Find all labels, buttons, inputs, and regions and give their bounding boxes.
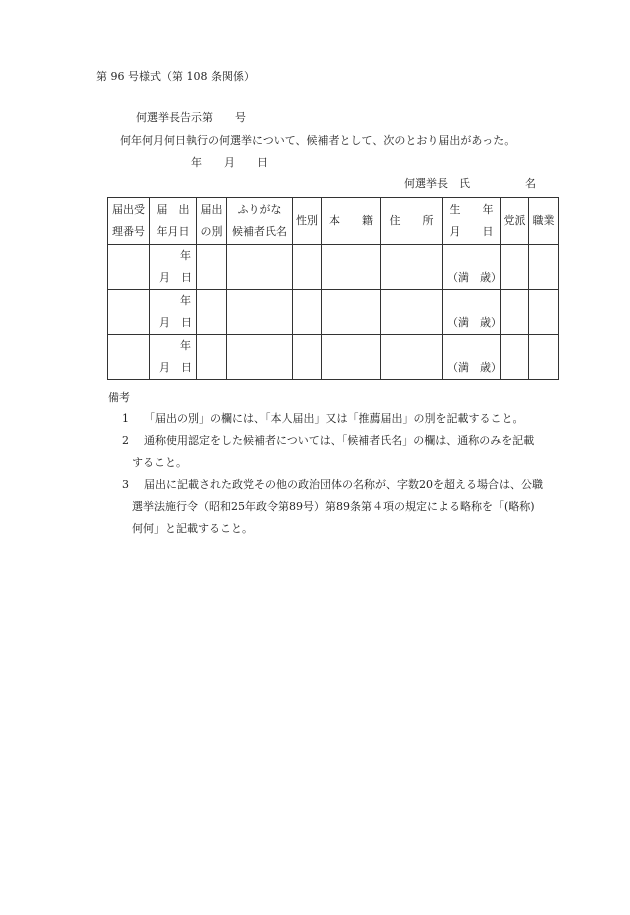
- remark-text-line: 「届出の別」の欄には、「本人届出」又は「推薦届出」の別を記載すること。: [144, 412, 524, 425]
- cell-candidate-name[interactable]: [227, 290, 293, 335]
- cell-filing-date[interactable]: [150, 335, 197, 380]
- header-candidate-name-line1: ふりがな: [237, 203, 282, 216]
- cell-party[interactable]: [501, 290, 529, 335]
- cell-birth-date[interactable]: [443, 245, 501, 290]
- header-candidate-name: [227, 198, 293, 245]
- notice-body-text: 何年何月何日執行の何選挙について、候補者として、次のとおり届出があった。: [120, 134, 516, 147]
- cell-address[interactable]: [381, 290, 443, 335]
- cell-age-label: （満 歳）: [447, 271, 502, 284]
- remark-number: 3: [122, 478, 129, 491]
- notice-date-line: 年 月 日: [191, 156, 268, 169]
- header-receipt-number: [108, 198, 150, 245]
- cell-year-label: 年: [180, 339, 191, 352]
- form-number-heading: 第 96 号様式（第 108 条関係）: [96, 70, 255, 83]
- cell-age-label: （満 歳）: [447, 316, 502, 329]
- remarks-heading: 備考: [108, 391, 130, 404]
- cell-receipt-number[interactable]: [108, 335, 150, 380]
- cell-month-day-label: 月 日: [159, 271, 192, 284]
- cell-domicile[interactable]: [322, 290, 381, 335]
- cell-receipt-number[interactable]: [108, 290, 150, 335]
- cell-candidate-name[interactable]: [227, 335, 293, 380]
- header-birth-date-line1: 生 年: [449, 203, 494, 216]
- remark-item: [108, 430, 578, 474]
- cell-year-label: 年: [180, 249, 191, 262]
- table-row: [108, 245, 559, 290]
- cell-year-label: 年: [180, 294, 191, 307]
- cell-domicile[interactable]: [322, 245, 381, 290]
- remark-number: 1: [122, 412, 129, 425]
- cell-occupation[interactable]: [529, 245, 559, 290]
- cell-filing-type[interactable]: [197, 290, 227, 335]
- header-birth-date: [443, 198, 501, 245]
- notice-number-line: 何選挙長告示第 号: [136, 111, 246, 124]
- table-row: [108, 290, 559, 335]
- cell-birth-date[interactable]: [443, 335, 501, 380]
- cell-address[interactable]: [381, 335, 443, 380]
- table-row: [108, 335, 559, 380]
- cell-domicile[interactable]: [322, 335, 381, 380]
- header-filing-type-line1: 届出: [200, 203, 223, 216]
- cell-age-label: （満 歳）: [447, 361, 502, 374]
- header-candidate-name-line2: 候補者氏名: [232, 225, 287, 238]
- header-sex: 性別: [293, 198, 322, 245]
- cell-month-day-label: 月 日: [159, 361, 192, 374]
- cell-birth-date[interactable]: [443, 290, 501, 335]
- remark-item: [108, 408, 578, 430]
- header-domicile: 本 籍: [322, 198, 381, 245]
- header-filing-type-line2: の別: [200, 225, 223, 238]
- cell-filing-type[interactable]: [197, 335, 227, 380]
- cell-filing-date[interactable]: [150, 290, 197, 335]
- header-filing-date: [150, 198, 197, 245]
- cell-filing-type[interactable]: [197, 245, 227, 290]
- cell-filing-date[interactable]: [150, 245, 197, 290]
- cell-receipt-number[interactable]: [108, 245, 150, 290]
- cell-sex[interactable]: [293, 335, 322, 380]
- remark-text-line: 届出に記載された政党その他の政治団体の名称が、字数20を超える場合は、公職: [144, 478, 543, 491]
- header-receipt-number-line2: 理番号: [112, 225, 145, 238]
- cell-address[interactable]: [381, 245, 443, 290]
- header-party: 党派: [501, 198, 529, 245]
- table-header-row: [108, 198, 559, 245]
- remark-text-line: 何何」と記載すること。: [132, 522, 253, 535]
- header-address: 住 所: [381, 198, 443, 245]
- candidate-registration-table: [107, 197, 559, 380]
- header-filing-type: [197, 198, 227, 245]
- election-official-signature-line: 何選挙長 氏 名: [404, 177, 536, 190]
- remark-text-line: 選挙法施行令（昭和25年政令第89号）第89条第４項の規定による略称を「(略称): [132, 500, 535, 513]
- header-occupation: 職業: [529, 198, 559, 245]
- cell-party[interactable]: [501, 245, 529, 290]
- remark-number: 2: [122, 434, 129, 447]
- cell-sex[interactable]: [293, 290, 322, 335]
- header-birth-date-line2: 月 日: [449, 225, 494, 238]
- remark-text-line: すること。: [132, 456, 187, 469]
- cell-occupation[interactable]: [529, 290, 559, 335]
- remark-text-line: 通称使用認定をした候補者については、「候補者氏名」の欄は、通称のみを記載: [144, 434, 535, 447]
- cell-occupation[interactable]: [529, 335, 559, 380]
- remark-item: [108, 474, 578, 540]
- cell-month-day-label: 月 日: [159, 316, 192, 329]
- cell-candidate-name[interactable]: [227, 245, 293, 290]
- cell-sex[interactable]: [293, 245, 322, 290]
- header-filing-date-line1: 届 出: [156, 203, 190, 216]
- header-receipt-number-line1: 届出受: [112, 203, 145, 216]
- header-filing-date-line2: 年月日: [156, 225, 190, 238]
- cell-party[interactable]: [501, 335, 529, 380]
